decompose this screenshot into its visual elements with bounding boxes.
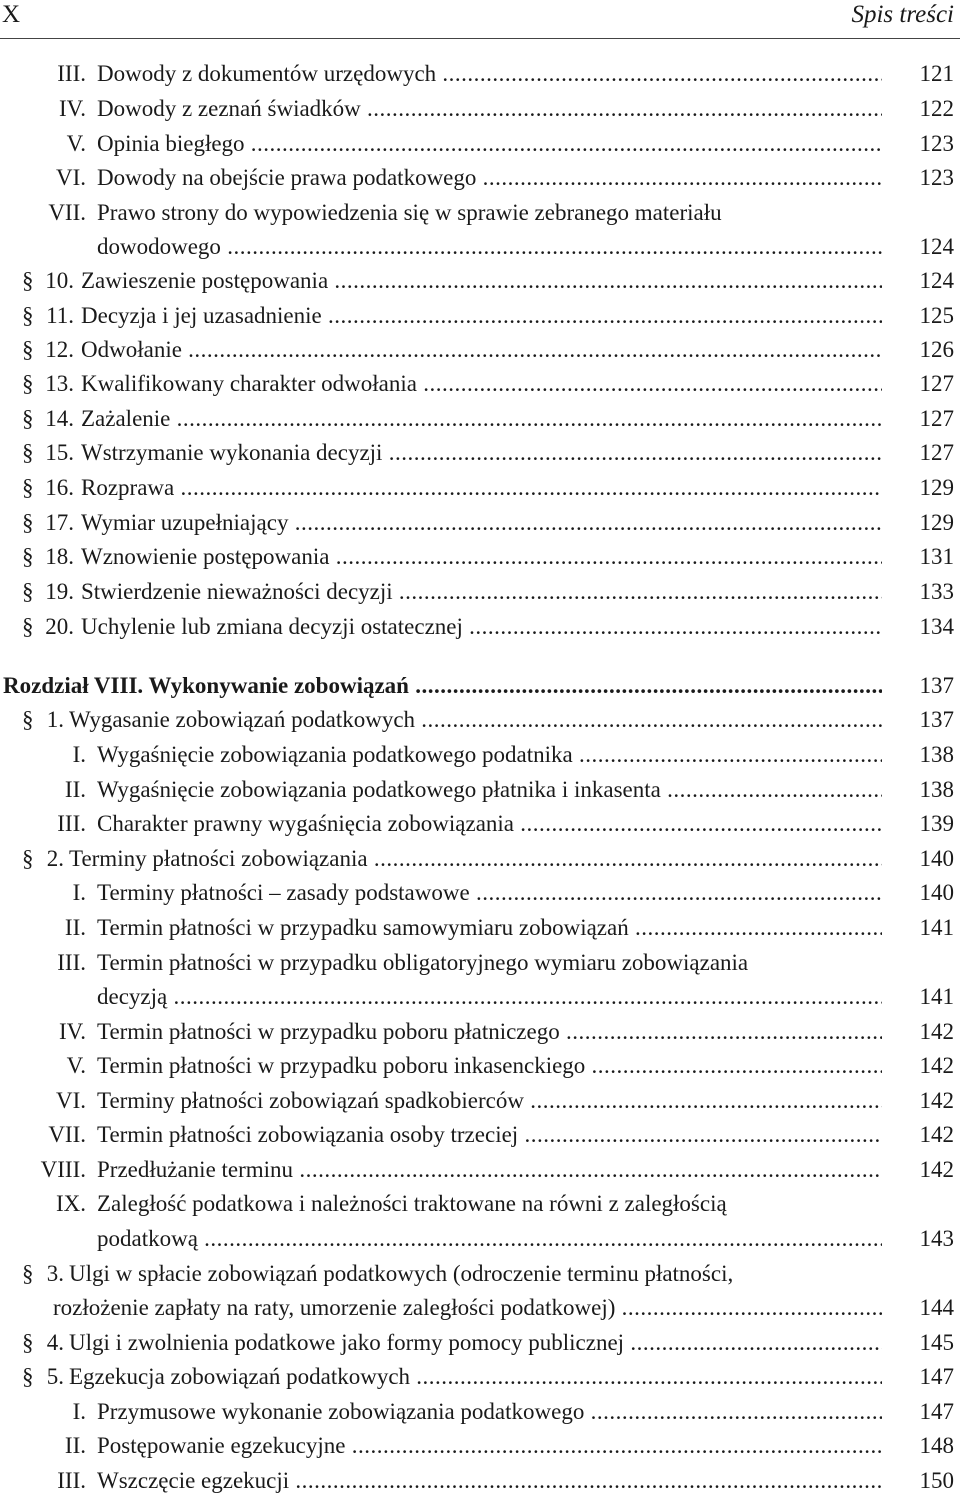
entry-title: Decyzja i jej uzasadnienie .....: [81, 299, 882, 333]
toc-entry[interactable]: [0, 1326, 960, 1360]
section-sign: §: [22, 1364, 34, 1389]
page-number-roman: X: [2, 1, 21, 28]
page-number: 125: [919, 303, 954, 328]
entry-number: VII.: [48, 1122, 86, 1147]
entry-number: I.: [72, 880, 86, 905]
toc-entry[interactable]: [0, 57, 960, 91]
page-number: 124: [919, 234, 954, 259]
page-number: 145: [919, 1330, 954, 1355]
entry-number: 16.: [45, 475, 74, 500]
toc-entry[interactable]: [0, 610, 960, 644]
page-number: 127: [919, 406, 954, 431]
entry-title: Przymusowe wykonanie zobowiązania podatkowego .....: [97, 1395, 882, 1429]
page-number: 142: [919, 1157, 954, 1182]
entry-number: 17.: [45, 510, 74, 535]
section-sign: §: [22, 475, 34, 500]
entry-title: Wygaśnięcie zobowiązania podatkowego podatnika .....: [97, 738, 882, 772]
page-number: 134: [919, 614, 954, 639]
toc-entry[interactable]: [0, 92, 960, 126]
toc-entry[interactable]: [0, 1291, 960, 1325]
page-number: 142: [919, 1019, 954, 1044]
entry-number: I.: [72, 742, 86, 767]
entry-title: Odwołanie .....: [81, 333, 882, 367]
entry-number: 4.: [46, 1330, 64, 1355]
entry-title: Termin płatności w przypadku obligatoryjnego wymiaru zobowiązania: [97, 950, 749, 975]
page-number: 133: [919, 579, 954, 604]
entry-title: Termin płatności w przypadku poboru płatniczego .....: [97, 1015, 882, 1049]
toc-entry[interactable]: [0, 161, 960, 195]
entry-title: decyzją .....: [97, 980, 882, 1014]
toc-entry[interactable]: [0, 1429, 960, 1463]
section-sign: §: [22, 510, 34, 535]
toc-entry[interactable]: [0, 946, 960, 980]
entry-number: 5.: [46, 1364, 64, 1389]
entry-number: IV.: [58, 1019, 86, 1044]
entry-title: Dowody z zeznań świadków .....: [97, 92, 882, 126]
entry-title: rozłożenie zapłaty na raty, umorzenie zaległości podatkowej) .....: [53, 1291, 882, 1325]
entry-title: Zażalenie .....: [81, 402, 882, 436]
entry-number: VII.: [48, 200, 86, 225]
entry-title: Kwalifikowany charakter odwołania .....: [81, 367, 882, 401]
entry-number: 12.: [45, 337, 74, 362]
page-number: 142: [919, 1088, 954, 1113]
section-sign: §: [22, 614, 34, 639]
section-sign: §: [22, 303, 34, 328]
entry-title: Termin płatności w przypadku poboru inkasenckiego .....: [97, 1049, 882, 1083]
entry-title: Terminy płatności zobowiązania .....: [69, 842, 882, 876]
page-header: [0, 0, 960, 39]
entry-title: Terminy płatności zobowiązań spadkobierców .....: [97, 1084, 882, 1118]
page-number: 150: [919, 1468, 954, 1493]
page-number: 141: [919, 984, 954, 1009]
page-number: 127: [919, 440, 954, 465]
section-sign: §: [22, 337, 34, 362]
entry-number: 11.: [46, 303, 74, 328]
toc-entry[interactable]: [0, 127, 960, 161]
page-number: 143: [919, 1226, 954, 1251]
entry-title: Wstrzymanie wykonania decyzji .....: [81, 436, 882, 470]
toc-entry[interactable]: [0, 669, 960, 703]
page-number: 138: [919, 742, 954, 767]
entry-number: VIII.: [40, 1157, 86, 1182]
toc-entry[interactable]: [0, 436, 960, 470]
toc-entry[interactable]: [0, 1222, 960, 1256]
page-number: 142: [919, 1122, 954, 1147]
entry-title: Termin płatności w przypadku samowymiaru zobowiązań .....: [97, 911, 882, 945]
toc-entry[interactable]: [0, 333, 960, 367]
toc-entry[interactable]: [0, 264, 960, 298]
toc-entry[interactable]: [0, 402, 960, 436]
entry-title: Uchylenie lub zmiana decyzji ostatecznej .....: [81, 610, 882, 644]
toc-entry[interactable]: [0, 911, 960, 945]
toc-entry[interactable]: [0, 1084, 960, 1118]
section-sign: §: [22, 1261, 34, 1286]
toc-entry[interactable]: [0, 807, 960, 841]
entry-number: IX.: [55, 1191, 86, 1216]
page-number: 121: [919, 61, 954, 86]
entry-number: III.: [57, 811, 86, 836]
page-number: 123: [919, 165, 954, 190]
entry-title: Wymiar uzupełniający .....: [81, 506, 882, 540]
entry-number: 10.: [45, 268, 74, 293]
entry-title: Wygaśnięcie zobowiązania podatkowego płatnika i inkasenta .....: [97, 773, 882, 807]
entry-title: Ulgi i zwolnienia podatkowe jako formy pomocy publicznej .....: [69, 1326, 882, 1360]
entry-title: Postępowanie egzekucyjne .....: [97, 1429, 882, 1463]
entry-title: Stwierdzenie nieważności decyzji .....: [81, 575, 882, 609]
page-number: 122: [919, 96, 954, 121]
section-sign: §: [22, 371, 34, 396]
entry-number: 1.: [46, 707, 64, 732]
running-title: Spis treści: [851, 1, 954, 28]
page-number: 137: [919, 673, 954, 698]
entry-number: IV.: [58, 96, 86, 121]
entry-title: Wznowienie postępowania .....: [81, 540, 882, 574]
section-sign: §: [22, 544, 34, 569]
entry-number: 15.: [45, 440, 74, 465]
page-number: 138: [919, 777, 954, 802]
page-number: 141: [919, 915, 954, 940]
entry-number: 18.: [45, 544, 74, 569]
entry-title: Dowody na obejście prawa podatkowego .....: [97, 161, 882, 195]
toc-entry[interactable]: [0, 842, 960, 876]
entry-title: Ulgi w spłacie zobowiązań podatkowych (odroczenie terminu płatności,: [69, 1261, 734, 1286]
toc-entry[interactable]: [0, 1015, 960, 1049]
page-number: 144: [919, 1295, 954, 1320]
entry-number: II.: [64, 1433, 86, 1458]
toc-entry[interactable]: [0, 471, 960, 505]
section-sign: §: [22, 268, 34, 293]
toc-entry[interactable]: [0, 1049, 960, 1083]
entry-number: 13.: [45, 371, 74, 396]
entry-title: Przedłużanie terminu .....: [97, 1153, 882, 1187]
entry-title: Prawo strony do wypowiedzenia się w sprawie zebranego materiału: [97, 200, 722, 225]
page-number: 126: [919, 337, 954, 362]
entry-number: 20.: [45, 614, 74, 639]
section-sign: §: [22, 406, 34, 431]
toc-entry[interactable]: [0, 540, 960, 574]
toc-entry[interactable]: [0, 738, 960, 772]
entry-title: Opinia biegłego .....: [97, 127, 882, 161]
entry-number: II.: [64, 777, 86, 802]
entry-number: 14.: [45, 406, 74, 431]
toc-entry[interactable]: [0, 1118, 960, 1152]
page-number: 123: [919, 131, 954, 156]
toc-entry[interactable]: [0, 980, 960, 1014]
page-number: 124: [919, 268, 954, 293]
page-number: 129: [919, 510, 954, 535]
page-number: 148: [919, 1433, 954, 1458]
entry-number: 19.: [45, 579, 74, 604]
toc-entry[interactable]: [0, 1464, 960, 1498]
toc-entry[interactable]: [0, 230, 960, 264]
page-number: 137: [919, 707, 954, 732]
entry-number: II.: [64, 915, 86, 940]
entry-number: III.: [57, 950, 86, 975]
entry-title: Zawieszenie postępowania .....: [81, 264, 882, 298]
page-number: 140: [919, 880, 954, 905]
page-number: 147: [919, 1399, 954, 1424]
entry-title: dowodowego .....: [97, 230, 882, 264]
entry-title: podatkową .....: [97, 1222, 882, 1256]
toc-entry[interactable]: [0, 367, 960, 401]
page-number: 139: [919, 811, 954, 836]
entry-number: III.: [57, 61, 86, 86]
toc-entry[interactable]: [0, 196, 960, 230]
toc-entry[interactable]: [0, 876, 960, 910]
toc-entry[interactable]: [0, 1187, 960, 1221]
entry-number: III.: [57, 1468, 86, 1493]
toc-entry[interactable]: [0, 1257, 960, 1291]
entry-number: 3.: [46, 1261, 64, 1286]
entry-number: V.: [66, 1053, 86, 1078]
page-number: 147: [919, 1364, 954, 1389]
entry-title: Egzekucja zobowiązań podatkowych .....: [69, 1360, 882, 1394]
section-sign: §: [22, 440, 34, 465]
entry-title: Rozdział VIII. Wykonywanie zobowiązań .....: [3, 669, 882, 703]
entry-number: V.: [66, 131, 86, 156]
entry-title: Wszczęcie egzekucji .....: [97, 1464, 882, 1498]
entry-title: Charakter prawny wygaśnięcia zobowiązania .....: [97, 807, 882, 841]
entry-title: Terminy płatności – zasady podstawowe .....: [97, 876, 882, 910]
entry-number: 2.: [46, 846, 64, 871]
page-number: 142: [919, 1053, 954, 1078]
section-sign: §: [22, 579, 34, 604]
section-sign: §: [22, 707, 34, 732]
section-sign: §: [22, 1330, 34, 1355]
entry-number: VI.: [55, 165, 86, 190]
entry-number: I.: [72, 1399, 86, 1424]
toc-entry[interactable]: [0, 299, 960, 333]
entry-title: Termin płatności zobowiązania osoby trzeciej .....: [97, 1118, 882, 1152]
entry-title: Dowody z dokumentów urzędowych .....: [97, 57, 882, 91]
page-number: 131: [919, 544, 954, 569]
toc-entry[interactable]: [0, 575, 960, 609]
toc-entry[interactable]: [0, 506, 960, 540]
entry-title: Zaległość podatkowa i należności traktowane na równi z zaległością: [97, 1191, 727, 1216]
toc-entry[interactable]: [0, 703, 960, 737]
entry-number: VI.: [55, 1088, 86, 1113]
toc-entry[interactable]: [0, 773, 960, 807]
toc-entry[interactable]: [0, 1153, 960, 1187]
page-number: 140: [919, 846, 954, 871]
entry-title: Rozprawa .....: [81, 471, 882, 505]
entry-title: Wygasanie zobowiązań podatkowych .....: [69, 703, 882, 737]
page-number: 127: [919, 371, 954, 396]
page-number: 129: [919, 475, 954, 500]
toc-entry[interactable]: [0, 1395, 960, 1429]
section-sign: §: [22, 846, 34, 871]
toc-entry[interactable]: [0, 1360, 960, 1394]
